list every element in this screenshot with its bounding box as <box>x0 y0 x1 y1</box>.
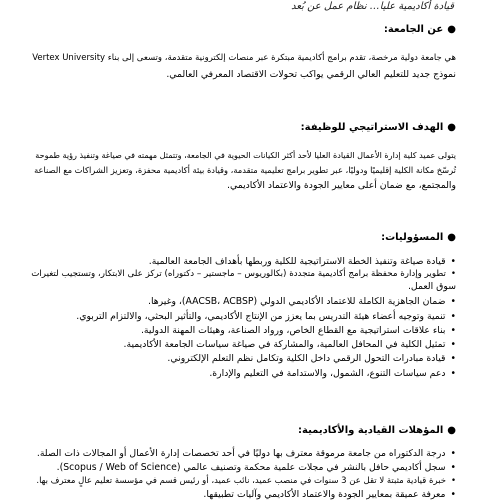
goal-line-1: يتولى عميد كلية إدارة الأعمال القيادة العليا لأحد أكثر الكيانات الحيوية في الجامعة، وتتمثل مهمته في صياغة وتنفيذ رؤية طموحة <box>35 150 456 160</box>
heading-text: الهدف الاستراتيجي للوظيفة: <box>300 122 444 133</box>
section-heading-responsibilities <box>381 232 456 243</box>
responsibility-item-continued <box>408 282 456 291</box>
bullet-icon: • <box>450 311 456 322</box>
about-line-2: نموذج جديد للتعليم العالي الرقمي يواكب تحولات الاقتصاد المعرفي العالمي. <box>166 69 456 80</box>
item-text: بناء علاقات استراتيجية مع القطاع الخاص، ورواد الصناعة، وهيئات المهنة الدولية. <box>140 325 446 336</box>
item-text: تنمية وتوجيه أعضاء هيئة التدريس بما يعزز من الإنتاج الأكاديمي، والتأثير البحثي، والالتزام التربوي. <box>76 311 446 322</box>
bullet-icon: • <box>450 368 456 379</box>
item-text: درجة الدكتوراه من جامعة مرموقة معترف بها دوليًا في أحد تخصصات إدارة الأعمال أو المجالات ذات الصلة. <box>36 448 446 459</box>
bullet-icon: • <box>450 269 456 279</box>
bullet-icon: ● <box>447 122 456 133</box>
heading-text: عن الجامعة: <box>383 24 444 35</box>
about-line-1: Vertex University هي جامعة دولية مرخصة، تقدم برامج أكاديمية مبتكرة عبر منصات إلكترونية متقدمة، وتسعى إلى بناء <box>32 53 456 63</box>
responsibility-item <box>124 340 456 349</box>
responsibility-item <box>149 257 456 266</box>
item-text: تطوير وإدارة محفظة برامج أكاديمية متجددة (بكالوريوس – ماجستير – دكتوراه) تركز على الابتكار، وتستجيب لتغيرات <box>31 269 446 279</box>
item-text: ضمان الجاهزية الكاملة للاعتماد الأكاديمي الدولي (AACSB، ACBSP)، وغيرها. <box>147 296 446 307</box>
heading-text: المؤهلات القيادية والأكاديمية: <box>298 425 444 436</box>
tagline: قيادة أكاديمية عليا… نظام عمل عن بُعد <box>291 1 454 12</box>
qualification-item <box>37 449 456 458</box>
bullet-icon: • <box>450 339 456 350</box>
item-text: تمثيل الكلية في المحافل العالمية، والمشاركة في صياغة سياسات الجامعة الأكاديمية. <box>123 339 446 350</box>
item-text: خبرة قيادية مثبتة لا تقل عن 3 سنوات في منصب عميد، نائب عميد، أو رئيس قسم في مؤسسة تعليم عالٍ معترف بها. <box>36 476 446 486</box>
item-text: معرفة عميقة بمعايير الجودة والاعتماد الأكاديمي وآليات تطبيقها. <box>203 489 446 500</box>
qualification-item <box>203 490 456 499</box>
section-heading-about <box>384 24 456 35</box>
responsibility-item <box>167 354 456 363</box>
bullet-icon: • <box>450 296 456 307</box>
section-heading-goal <box>301 122 456 133</box>
responsibility-item <box>148 297 456 306</box>
qualification-item <box>57 463 456 472</box>
qualification-item <box>36 477 456 486</box>
responsibility-item <box>31 270 456 279</box>
bullet-icon: • <box>450 256 456 267</box>
item-text: قيادة مبادرات التحول الرقمي داخل الكلية وتكامل نظم التعلم الإلكتروني. <box>167 353 446 364</box>
bullet-icon: • <box>450 462 456 473</box>
goal-line-3: والمجتمع، مع ضمان أعلى معايير الجودة والاعتماد الأكاديمي. <box>227 180 456 191</box>
responsibility-item <box>76 312 456 321</box>
bullet-icon: • <box>450 353 456 364</box>
bullet-icon: ● <box>447 232 456 243</box>
goal-line-2: تُرسّخ مكانة الكلية إقليميًا ودوليًا، عبر تطوير برامج تعليمية متقدمة، وقيادة بيئة أكاديمية محفزة، وتعزيز الشراكات مع الصناعة <box>34 165 456 175</box>
item-text: قيادة صياغة وتنفيذ الخطة الاستراتيجية للكلية وربطها بأهداف الجامعة العالمية. <box>148 256 446 267</box>
bullet-icon: ● <box>447 425 456 436</box>
bullet-icon: • <box>450 325 456 336</box>
bullet-icon: • <box>450 489 456 500</box>
heading-text: المسؤوليات: <box>381 232 444 243</box>
bullet-icon: • <box>450 476 456 486</box>
section-heading-qualifications <box>298 425 456 436</box>
item-text: دعم سياسات التنوع، الشمول، والاستدامة في التعليم والإدارة. <box>209 368 446 379</box>
responsibility-item <box>209 369 456 378</box>
item-text: سجل أكاديمي حافل بالنشر في مجلات علمية محكمة وتصنيف عالمي (Scopus / Web of Science). <box>56 462 446 473</box>
item-text: سوق العمل. <box>407 281 456 292</box>
bullet-icon: • <box>450 448 456 459</box>
responsibility-item <box>141 326 456 335</box>
bullet-icon: ● <box>447 24 456 35</box>
